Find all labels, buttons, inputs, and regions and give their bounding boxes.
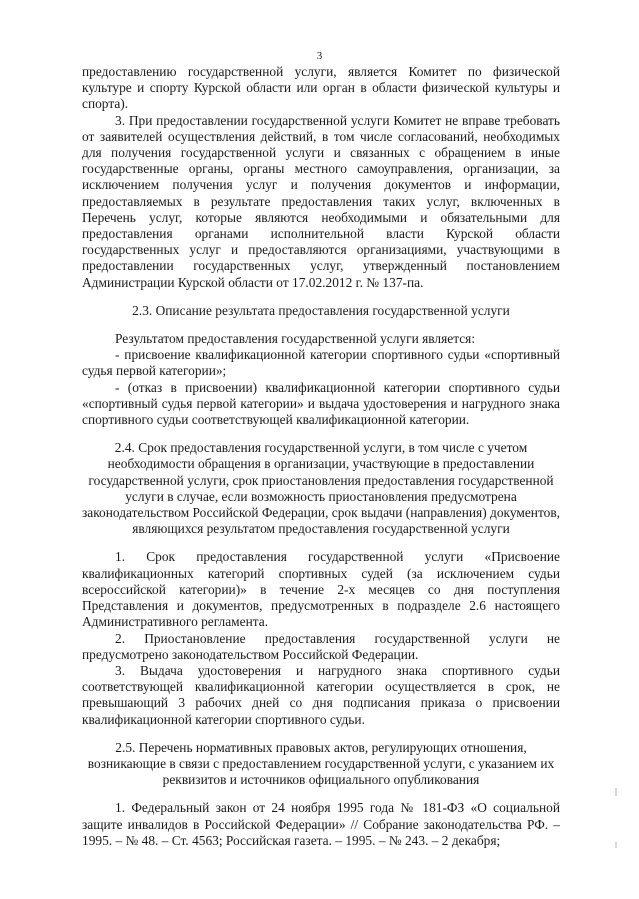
- paragraph-authority-continuation: предоставлению государственной услуги, является Комитет по физической культуре и спорту Курской области или орган в области физической культуры и спорта).: [82, 64, 560, 112]
- section-heading-2-3: 2.3. Описание результата предоставления государственной услуги: [132, 302, 510, 318]
- spacer: [82, 537, 560, 549]
- scan-artifact: [615, 788, 617, 796]
- spacer: [82, 428, 560, 440]
- spacer: [82, 788, 560, 800]
- paragraph-result-assignment: - присвоение квалификационной категории спортивного судьи «спортивный судья первой категории»;: [82, 347, 560, 379]
- paragraph-committee-restrictions: 3. При предоставлении государственной услуги Комитет не вправе требовать от заявителей осуществления действий, в том числе согласований, необходимых для получения государственной услуги и связанных с обращением в иные государственные органы, органы местного самоуправления, организации, за исключением получения услуг и получения документов и информации, предоставляемых в результате предоставления таких услуг, включенных в Перечень услуг, которые являются необходимыми и обязательными для предоставления органами исполнительной власти Курской области государственных услуг и предоставляются организациями, участвующими в предоставлении государственных услуг, утвержденный постановлением Администрации Курской области от 17.02.2012 г. № 137-па.: [82, 112, 560, 290]
- document-body: [82, 64, 560, 849]
- paragraph-result-refusal: - (отказ в присвоении) квалификационной категории спортивного судьи «спортивный судья первой категории» и выдача удостоверения и нагрудного знака спортивного судьи соответствующей квалификационной категории.: [82, 379, 560, 428]
- spacer: [82, 291, 560, 303]
- paragraph-certificate-issuance: 3. Выдача удостоверения и нагрудного знака спортивного судьи соответствующей квалификационной категории осуществляется в срок, не превышающий 3 рабочих дней со дня подписания приказа о присвоении квалификационной категории спортивного судьи.: [82, 662, 560, 727]
- spacer: [82, 319, 560, 331]
- paragraph-service-term: 1. Срок предоставления государственной услуги «Присвоение квалификационных категорий спортивных судей (за исключением судьи всероссийской категории)» в течение 2-х месяцев со дня поступления Представления и документов, предусмотренных в подразделе 2.6 настоящего Административного регламента.: [82, 549, 560, 630]
- section-heading-2-5: 2.5. Перечень нормативных правовых актов, регулирующих отношения, возникающие в связи с предоставлением государственной услуги, с указанием их реквизитов и источников официального опубликования: [87, 739, 555, 788]
- scan-artifact: [615, 842, 617, 848]
- page-number: 3: [316, 50, 323, 62]
- paragraph-result-intro: Результатом предоставления государственной услуги является:: [115, 331, 476, 347]
- paragraph-federal-law: 1. Федеральный закон от 24 ноября 1995 года № 181-ФЗ «О социальной защите инвалидов в Российской Федерации» // Собрание законодательства РФ. – 1995. – № 48. – Ст. 4563; Российская газета. – 1995. – № 243. – 2 декабря;: [82, 800, 560, 848]
- section-heading-2-4: 2.4. Срок предоставления государственной услуги, в том числе с учетом необходимости обращения в организации, участвующие в предоставлении государственной услуги, срок приостановления предоставления государственной услуги в случае, если возможность приостановления предусмотрена законодательством Российской Федерации, срок выдачи (направления) документов, являющихся результатом предоставления государственной услуги: [82, 440, 560, 537]
- paragraph-suspension: 2. Приостановление предоставления государственной услуги не предусмотрено законодательством Российской Федерации.: [82, 630, 560, 662]
- spacer: [82, 728, 560, 740]
